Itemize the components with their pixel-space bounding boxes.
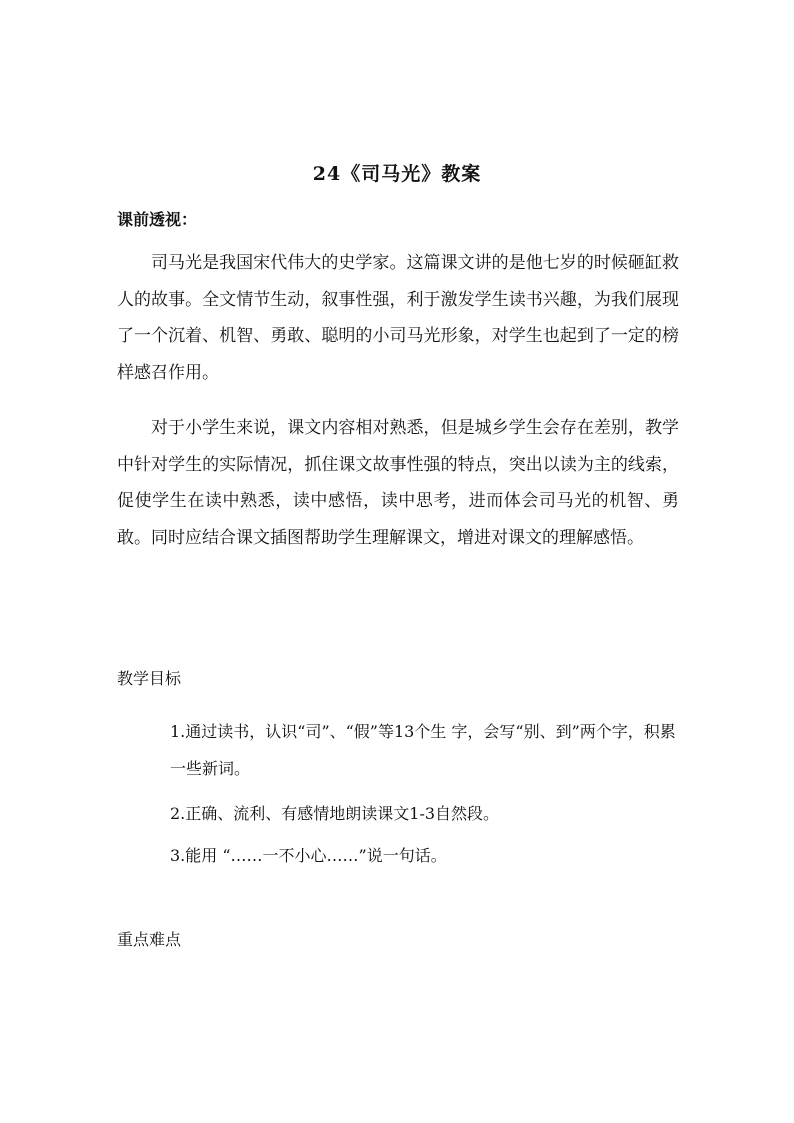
goal-item-3: 3.能用 “……一不小心……”说一句话。 bbox=[170, 846, 447, 865]
document-title: 24《司马光》教案 bbox=[312, 163, 482, 185]
goal-item-1: 1.通过读书，认识“司”、“假”等13个生 字，会写“别、到”两个字，积累一些新词。 bbox=[170, 722, 676, 778]
paragraph-analysis: 对于小学生来说，课文内容相对熟悉，但是城乡学生会存在差别，教学中针对学生的实际情况，抓住课文故事性强的特点，突出以读为主的线索，促使学生在读中熟悉，读中感悟，读中思考，进而体会司马光的机智、勇敢。同时应结合课文插图帮助学生理解课文，增进对课文的理解感悟。 bbox=[117, 418, 679, 548]
preview-heading: 课前透视： bbox=[117, 210, 198, 229]
key-points-heading: 重点难点 bbox=[117, 930, 182, 949]
paragraph-intro: 司马光是我国宋代伟大的史学家。这篇课文讲的是他七岁的时候砸缸救人的故事。全文情节生动，叙事性强，利于激发学生读书兴趣，为我们展现了一个沉着、机智、勇敢、聪明的小司马光形象，对学生也起到了一定的榜样感召作用。 bbox=[117, 253, 679, 383]
goals-heading: 教学目标 bbox=[117, 669, 182, 688]
goal-item-2: 2.正确、流利、有感情地朗读课文1-3自然段。 bbox=[170, 804, 500, 823]
